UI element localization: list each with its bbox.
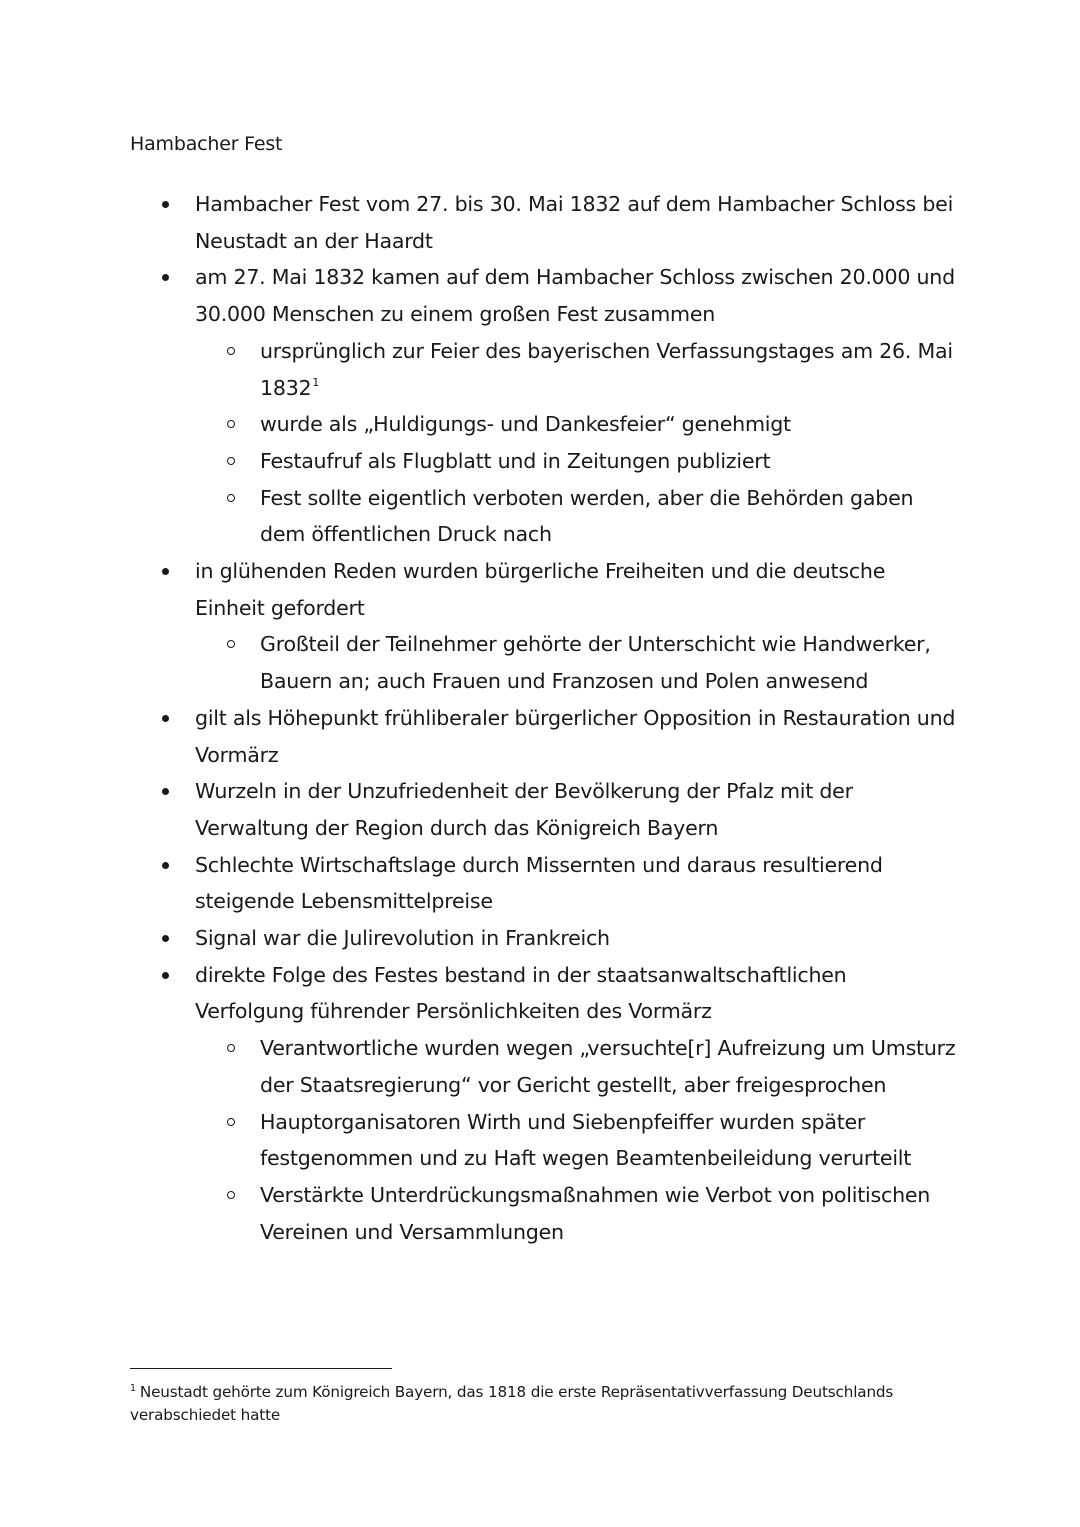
circle-bullet-icon — [227, 1191, 235, 1199]
list-item — [130, 700, 960, 773]
sub-list-item — [195, 1030, 960, 1103]
sub-list — [195, 626, 960, 699]
sub-list — [195, 333, 960, 553]
sub-list-item — [195, 1177, 960, 1250]
list-item-text: Wurzeln in der Unzufriedenheit der Bevölkerung der Pfalz mit der Verwaltung der Region durch das Königreich Bayern — [195, 779, 853, 840]
circle-bullet-icon — [227, 420, 235, 428]
circle-bullet-icon — [227, 1044, 235, 1052]
list-item — [130, 920, 960, 957]
sub-list-item-text: Hauptorganisatoren Wirth und Siebenpfeiffer wurden später festgenommen und zu Haft wegen Beamtenbeileidung verurteilt — [260, 1109, 912, 1171]
bullet-icon — [162, 201, 169, 208]
sub-list-item-text: wurde als „Huldigungs- und Dankesfeier“ genehmigt — [260, 412, 791, 437]
list-item-text: direkte Folge des Festes bestand in der staatsanwaltschaftlichen Verfolgung führender Persönlichkeiten des Vormärz — [195, 962, 847, 1024]
list-item-text: Signal war die Julirevolution in Frankreich — [195, 926, 610, 951]
circle-bullet-icon — [227, 457, 235, 465]
sub-list-item-text: Festaufruf als Flugblatt und in Zeitungen publiziert — [260, 448, 771, 473]
circle-bullet-icon — [227, 347, 235, 355]
list-item-text: Schlechte Wirtschaftslage durch Missernten und daraus resultierend steigende Lebensmittelpreise — [195, 852, 883, 914]
sub-list-item-text: Großteil der Teilnehmer gehörte der Unterschicht wie Handwerker, Bauern an; auch Frauen und Franzosen und Polen anwesend — [260, 632, 931, 694]
bullet-list — [130, 186, 960, 1250]
bullet-icon — [162, 972, 169, 979]
footnote — [130, 1381, 930, 1426]
footnote-text: Neustadt gehörte zum Königreich Bayern, das 1818 die erste Repräsentativverfassung Deutschlands verabschiedet hatte — [130, 1383, 894, 1424]
bullet-icon — [162, 935, 169, 942]
footnote-number: 1 — [130, 1383, 136, 1394]
sub-list — [195, 1030, 960, 1250]
sub-list-item — [195, 333, 960, 406]
sub-list-item-text: Fest sollte eigentlich verboten werden, aber die Behörden gaben dem öffentlichen Druck nach — [260, 485, 914, 547]
list-item — [130, 957, 960, 1251]
list-item — [130, 773, 960, 846]
circle-bullet-icon — [227, 1118, 235, 1126]
circle-bullet-icon — [227, 640, 235, 648]
bullet-icon — [162, 715, 169, 722]
sub-list-item-text: Verstärkte Unterdrückungsmaßnahmen wie Verbot von politischen Vereinen und Versammlungen — [260, 1182, 931, 1244]
footnote-reference[interactable]: 1 — [312, 375, 320, 389]
list-item — [130, 186, 960, 259]
sub-list-item — [195, 626, 960, 699]
list-item — [130, 259, 960, 553]
list-item-text: gilt als Höhepunkt frühliberaler bürgerlicher Opposition in Restauration und Vormärz — [195, 705, 956, 767]
list-item-text: Hambacher Fest vom 27. bis 30. Mai 1832 auf dem Hambacher Schloss bei Neustadt an der Haardt — [195, 192, 954, 253]
sub-list-item-text: ursprünglich zur Feier des bayerischen Verfassungstages am 26. Mai 1832 — [260, 338, 953, 400]
footnote-separator — [130, 1368, 392, 1369]
sub-list-item-text: Verantwortliche wurden wegen „versuchte[r] Aufreizung um Umsturz der Staatsregierung“ vor Gericht gestellt, aber freigesprochen — [260, 1036, 956, 1097]
bullet-icon — [162, 568, 169, 575]
list-item — [130, 553, 960, 700]
bullet-icon — [162, 862, 169, 869]
list-item-text: am 27. Mai 1832 kamen auf dem Hambacher Schloss zwischen 20.000 und 30.000 Menschen zu einem großen Fest zusammen — [195, 265, 955, 327]
list-item — [130, 847, 960, 920]
sub-list-item — [195, 443, 960, 480]
sub-list-item — [195, 1104, 960, 1177]
document-body — [130, 186, 960, 1250]
sub-list-item — [195, 480, 960, 553]
bullet-icon — [162, 274, 169, 281]
document-title: Hambacher Fest — [130, 133, 283, 155]
circle-bullet-icon — [227, 494, 235, 502]
list-item-text: in glühenden Reden wurden bürgerliche Freiheiten und die deutsche Einheit gefordert — [195, 559, 886, 620]
sub-list-item — [195, 406, 960, 443]
bullet-icon — [162, 788, 169, 795]
